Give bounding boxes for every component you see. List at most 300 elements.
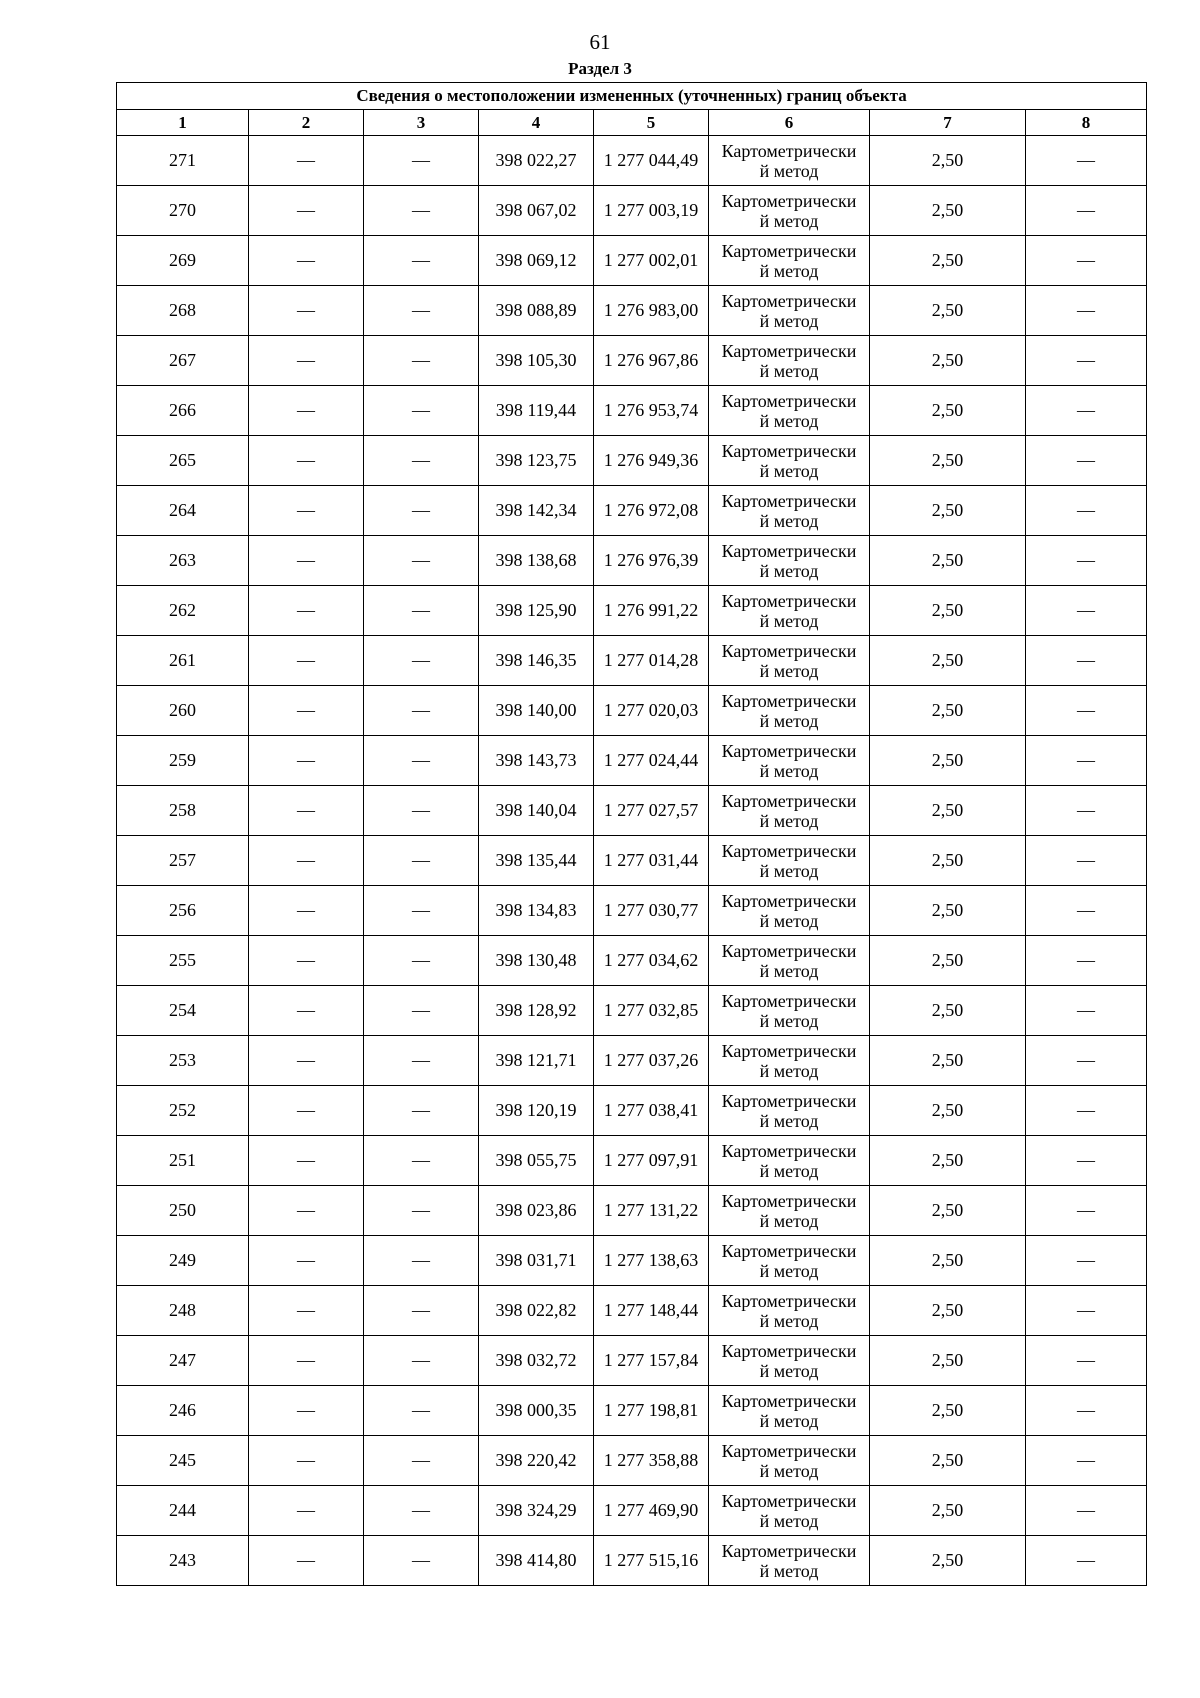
col8-cell: — <box>1026 1036 1147 1086</box>
table-row <box>117 836 1147 886</box>
col3-cell: — <box>364 736 479 786</box>
column-number: 3 <box>364 110 479 136</box>
x-coordinate-cell: 398 140,00 <box>479 686 594 736</box>
method-cell <box>709 1436 870 1486</box>
table-row <box>117 136 1147 186</box>
column-number: 1 <box>117 110 249 136</box>
y-coordinate-cell: 1 277 097,91 <box>594 1136 709 1186</box>
col8-cell: — <box>1026 136 1147 186</box>
method-line2: й метод <box>759 710 819 731</box>
x-coordinate-cell: 398 220,42 <box>479 1436 594 1486</box>
col2-cell: — <box>249 586 364 636</box>
method-cell <box>709 986 870 1036</box>
method-line1: Картометрически <box>721 890 857 911</box>
method-cell <box>709 1386 870 1436</box>
point-number-cell: 248 <box>117 1286 249 1336</box>
y-coordinate-cell: 1 276 991,22 <box>594 586 709 636</box>
col3-cell: — <box>364 436 479 486</box>
col2-cell: — <box>249 486 364 536</box>
method-line2: й метод <box>759 1360 819 1381</box>
x-coordinate-cell: 398 069,12 <box>479 236 594 286</box>
method-line1: Картометрически <box>721 1240 857 1261</box>
col2-cell: — <box>249 786 364 836</box>
column-number: 6 <box>709 110 870 136</box>
col3-cell: — <box>364 1286 479 1336</box>
method-line1: Картометрически <box>721 1040 857 1061</box>
x-coordinate-cell: 398 067,02 <box>479 186 594 236</box>
point-number-cell: 271 <box>117 136 249 186</box>
table-row <box>117 286 1147 336</box>
accuracy-cell: 2,50 <box>870 886 1026 936</box>
accuracy-cell: 2,50 <box>870 786 1026 836</box>
col2-cell: — <box>249 836 364 886</box>
y-coordinate-cell: 1 276 976,39 <box>594 536 709 586</box>
col2-cell: — <box>249 436 364 486</box>
x-coordinate-cell: 398 140,04 <box>479 786 594 836</box>
col3-cell: — <box>364 186 479 236</box>
method-line1: Картометрически <box>721 490 857 511</box>
accuracy-cell: 2,50 <box>870 736 1026 786</box>
y-coordinate-cell: 1 277 044,49 <box>594 136 709 186</box>
x-coordinate-cell: 398 105,30 <box>479 336 594 386</box>
x-coordinate-cell: 398 088,89 <box>479 286 594 336</box>
col3-cell: — <box>364 536 479 586</box>
method-line2: й метод <box>759 410 819 431</box>
col8-cell: — <box>1026 1136 1147 1186</box>
table-row <box>117 1336 1147 1386</box>
point-number-cell: 249 <box>117 1236 249 1286</box>
y-coordinate-cell: 1 276 953,74 <box>594 386 709 436</box>
x-coordinate-cell: 398 022,27 <box>479 136 594 186</box>
method-line1: Картометрически <box>721 540 857 561</box>
method-line2: й метод <box>759 560 819 581</box>
accuracy-cell: 2,50 <box>870 1436 1026 1486</box>
table-row <box>117 1486 1147 1536</box>
col8-cell: — <box>1026 236 1147 286</box>
accuracy-cell: 2,50 <box>870 186 1026 236</box>
method-line1: Картометрически <box>721 790 857 811</box>
col8-cell: — <box>1026 986 1147 1036</box>
x-coordinate-cell: 398 031,71 <box>479 1236 594 1286</box>
method-line1: Картометрически <box>721 840 857 861</box>
col8-cell: — <box>1026 1186 1147 1236</box>
table-row <box>117 586 1147 636</box>
method-line2: й метод <box>759 1160 819 1181</box>
table-body <box>117 136 1147 1586</box>
col3-cell: — <box>364 1086 479 1136</box>
y-coordinate-cell: 1 277 014,28 <box>594 636 709 686</box>
col2-cell: — <box>249 1336 364 1386</box>
boundary-coordinates-table <box>116 82 1147 1586</box>
col2-cell: — <box>249 536 364 586</box>
col3-cell: — <box>364 486 479 536</box>
method-cell <box>709 136 870 186</box>
table-row <box>117 1436 1147 1486</box>
x-coordinate-cell: 398 146,35 <box>479 636 594 686</box>
point-number-cell: 263 <box>117 536 249 586</box>
accuracy-cell: 2,50 <box>870 1486 1026 1536</box>
section-title: Раздел 3 <box>568 59 632 78</box>
y-coordinate-cell: 1 277 131,22 <box>594 1186 709 1236</box>
method-line2: й метод <box>759 1210 819 1231</box>
method-line2: й метод <box>759 510 819 531</box>
col8-cell: — <box>1026 936 1147 986</box>
table-row <box>117 386 1147 436</box>
method-cell <box>709 336 870 386</box>
y-coordinate-cell: 1 277 037,26 <box>594 1036 709 1086</box>
method-line2: й метод <box>759 1460 819 1481</box>
method-cell <box>709 586 870 636</box>
col3-cell: — <box>364 136 479 186</box>
method-line2: й метод <box>759 1260 819 1281</box>
column-number: 7 <box>870 110 1026 136</box>
col2-cell: — <box>249 1536 364 1586</box>
y-coordinate-cell: 1 277 138,63 <box>594 1236 709 1286</box>
table-row <box>117 1186 1147 1236</box>
y-coordinate-cell: 1 276 972,08 <box>594 486 709 536</box>
col2-cell: — <box>249 1386 364 1436</box>
col2-cell: — <box>249 1236 364 1286</box>
method-cell <box>709 1236 870 1286</box>
table-caption: Сведения о местоположении измененных (уточненных) границ объекта <box>117 83 1147 110</box>
col3-cell: — <box>364 1136 479 1186</box>
method-line1: Картометрически <box>721 1190 857 1211</box>
method-line2: й метод <box>759 1510 819 1531</box>
method-cell <box>709 636 870 686</box>
point-number-cell: 267 <box>117 336 249 386</box>
method-cell <box>709 1286 870 1336</box>
col2-cell: — <box>249 736 364 786</box>
x-coordinate-cell: 398 142,34 <box>479 486 594 536</box>
x-coordinate-cell: 398 120,19 <box>479 1086 594 1136</box>
x-coordinate-cell: 398 143,73 <box>479 736 594 786</box>
col8-cell: — <box>1026 1086 1147 1136</box>
method-cell <box>709 236 870 286</box>
col3-cell: — <box>364 936 479 986</box>
y-coordinate-cell: 1 277 031,44 <box>594 836 709 886</box>
point-number-cell: 251 <box>117 1136 249 1186</box>
method-line1: Картометрически <box>721 340 857 361</box>
col3-cell: — <box>364 786 479 836</box>
method-line2: й метод <box>759 160 819 181</box>
method-line1: Картометрически <box>721 140 857 161</box>
method-cell <box>709 1136 870 1186</box>
method-line1: Картометрически <box>721 640 857 661</box>
method-line1: Картометрически <box>721 1440 857 1461</box>
method-line2: й метод <box>759 760 819 781</box>
method-cell <box>709 1486 870 1536</box>
col2-cell: — <box>249 286 364 336</box>
accuracy-cell: 2,50 <box>870 286 1026 336</box>
y-coordinate-cell: 1 277 003,19 <box>594 186 709 236</box>
method-cell <box>709 736 870 786</box>
accuracy-cell: 2,50 <box>870 336 1026 386</box>
point-number-cell: 268 <box>117 286 249 336</box>
method-cell <box>709 1036 870 1086</box>
accuracy-cell: 2,50 <box>870 586 1026 636</box>
table-row <box>117 986 1147 1036</box>
accuracy-cell: 2,50 <box>870 1136 1026 1186</box>
x-coordinate-cell: 398 119,44 <box>479 386 594 436</box>
y-coordinate-cell: 1 277 030,77 <box>594 886 709 936</box>
x-coordinate-cell: 398 123,75 <box>479 436 594 486</box>
col8-cell: — <box>1026 586 1147 636</box>
col8-cell: — <box>1026 436 1147 486</box>
y-coordinate-cell: 1 277 032,85 <box>594 986 709 1036</box>
method-line1: Картометрически <box>721 990 857 1011</box>
method-line2: й метод <box>759 960 819 981</box>
col2-cell: — <box>249 1086 364 1136</box>
x-coordinate-cell: 398 022,82 <box>479 1286 594 1336</box>
method-line1: Картометрически <box>721 1090 857 1111</box>
point-number-cell: 266 <box>117 386 249 436</box>
method-line1: Картометрически <box>721 590 857 611</box>
y-coordinate-cell: 1 277 024,44 <box>594 736 709 786</box>
y-coordinate-cell: 1 277 469,90 <box>594 1486 709 1536</box>
column-number: 8 <box>1026 110 1147 136</box>
method-line1: Картометрически <box>721 290 857 311</box>
col8-cell: — <box>1026 186 1147 236</box>
x-coordinate-cell: 398 128,92 <box>479 986 594 1036</box>
point-number-cell: 244 <box>117 1486 249 1536</box>
col3-cell: — <box>364 686 479 736</box>
method-line1: Картометрически <box>721 940 857 961</box>
col8-cell: — <box>1026 286 1147 336</box>
x-coordinate-cell: 398 023,86 <box>479 1186 594 1236</box>
point-number-cell: 254 <box>117 986 249 1036</box>
method-line2: й метод <box>759 810 819 831</box>
method-line1: Картометрически <box>721 740 857 761</box>
col8-cell: — <box>1026 886 1147 936</box>
y-coordinate-cell: 1 277 034,62 <box>594 936 709 986</box>
method-cell <box>709 386 870 436</box>
method-cell <box>709 286 870 336</box>
table-row <box>117 186 1147 236</box>
col8-cell: — <box>1026 636 1147 686</box>
col2-cell: — <box>249 1036 364 1086</box>
point-number-cell: 256 <box>117 886 249 936</box>
table-row <box>117 436 1147 486</box>
method-line1: Картометрически <box>721 1540 857 1561</box>
col8-cell: — <box>1026 1536 1147 1586</box>
accuracy-cell: 2,50 <box>870 536 1026 586</box>
col2-cell: — <box>249 336 364 386</box>
col8-cell: — <box>1026 786 1147 836</box>
method-cell <box>709 886 870 936</box>
col2-cell: — <box>249 1486 364 1536</box>
point-number-cell: 247 <box>117 1336 249 1386</box>
point-number-cell: 262 <box>117 586 249 636</box>
col3-cell: — <box>364 1486 479 1536</box>
y-coordinate-cell: 1 277 002,01 <box>594 236 709 286</box>
col3-cell: — <box>364 1036 479 1086</box>
point-number-cell: 253 <box>117 1036 249 1086</box>
y-coordinate-cell: 1 277 038,41 <box>594 1086 709 1136</box>
col8-cell: — <box>1026 1436 1147 1486</box>
method-line2: й метод <box>759 860 819 881</box>
point-number-cell: 250 <box>117 1186 249 1236</box>
method-cell <box>709 486 870 536</box>
col3-cell: — <box>364 636 479 686</box>
method-line2: й метод <box>759 360 819 381</box>
col2-cell: — <box>249 886 364 936</box>
col2-cell: — <box>249 686 364 736</box>
method-line2: й метод <box>759 610 819 631</box>
col3-cell: — <box>364 886 479 936</box>
col8-cell: — <box>1026 486 1147 536</box>
table-row <box>117 536 1147 586</box>
point-number-cell: 261 <box>117 636 249 686</box>
point-number-cell: 258 <box>117 786 249 836</box>
y-coordinate-cell: 1 277 358,88 <box>594 1436 709 1486</box>
method-line2: й метод <box>759 1060 819 1081</box>
col8-cell: — <box>1026 336 1147 386</box>
method-cell <box>709 436 870 486</box>
table-row <box>117 1536 1147 1586</box>
x-coordinate-cell: 398 055,75 <box>479 1136 594 1186</box>
method-cell <box>709 186 870 236</box>
method-line2: й метод <box>759 1410 819 1431</box>
col8-cell: — <box>1026 736 1147 786</box>
method-line1: Картометрически <box>721 1140 857 1161</box>
method-line1: Картометрически <box>721 690 857 711</box>
accuracy-cell: 2,50 <box>870 636 1026 686</box>
method-line2: й метод <box>759 1310 819 1331</box>
accuracy-cell: 2,50 <box>870 436 1026 486</box>
method-line1: Картометрически <box>721 1490 857 1511</box>
col3-cell: — <box>364 386 479 436</box>
col2-cell: — <box>249 1186 364 1236</box>
col2-cell: — <box>249 386 364 436</box>
col2-cell: — <box>249 236 364 286</box>
col2-cell: — <box>249 136 364 186</box>
method-line2: й метод <box>759 210 819 231</box>
table-row <box>117 936 1147 986</box>
accuracy-cell: 2,50 <box>870 1086 1026 1136</box>
col3-cell: — <box>364 1436 479 1486</box>
x-coordinate-cell: 398 130,48 <box>479 936 594 986</box>
col8-cell: — <box>1026 536 1147 586</box>
method-line1: Картометрически <box>721 440 857 461</box>
y-coordinate-cell: 1 276 949,36 <box>594 436 709 486</box>
column-number-row <box>117 110 1147 136</box>
method-line1: Картометрически <box>721 1290 857 1311</box>
x-coordinate-cell: 398 134,83 <box>479 886 594 936</box>
col3-cell: — <box>364 586 479 636</box>
col3-cell: — <box>364 836 479 886</box>
method-line1: Картометрически <box>721 190 857 211</box>
x-coordinate-cell: 398 000,35 <box>479 1386 594 1436</box>
table-row <box>117 736 1147 786</box>
col2-cell: — <box>249 1286 364 1336</box>
point-number-cell: 252 <box>117 1086 249 1136</box>
accuracy-cell: 2,50 <box>870 986 1026 1036</box>
table-row <box>117 786 1147 836</box>
accuracy-cell: 2,50 <box>870 486 1026 536</box>
method-line2: й метод <box>759 1560 819 1581</box>
method-cell <box>709 1186 870 1236</box>
col2-cell: — <box>249 636 364 686</box>
col3-cell: — <box>364 1186 479 1236</box>
col8-cell: — <box>1026 1236 1147 1286</box>
accuracy-cell: 2,50 <box>870 1286 1026 1336</box>
accuracy-cell: 2,50 <box>870 136 1026 186</box>
point-number-cell: 269 <box>117 236 249 286</box>
method-line1: Картометрически <box>721 390 857 411</box>
point-number-cell: 255 <box>117 936 249 986</box>
point-number-cell: 257 <box>117 836 249 886</box>
method-line1: Картометрически <box>721 1390 857 1411</box>
y-coordinate-cell: 1 277 515,16 <box>594 1536 709 1586</box>
point-number-cell: 246 <box>117 1386 249 1436</box>
col8-cell: — <box>1026 386 1147 436</box>
col8-cell: — <box>1026 686 1147 736</box>
x-coordinate-cell: 398 324,29 <box>479 1486 594 1536</box>
accuracy-cell: 2,50 <box>870 836 1026 886</box>
col8-cell: — <box>1026 1286 1147 1336</box>
table-row <box>117 686 1147 736</box>
col3-cell: — <box>364 336 479 386</box>
method-cell <box>709 1536 870 1586</box>
col2-cell: — <box>249 986 364 1036</box>
method-line2: й метод <box>759 310 819 331</box>
accuracy-cell: 2,50 <box>870 1536 1026 1586</box>
column-number: 2 <box>249 110 364 136</box>
method-cell <box>709 786 870 836</box>
y-coordinate-cell: 1 276 983,00 <box>594 286 709 336</box>
col8-cell: — <box>1026 1336 1147 1386</box>
method-line2: й метод <box>759 910 819 931</box>
accuracy-cell: 2,50 <box>870 1336 1026 1386</box>
col2-cell: — <box>249 936 364 986</box>
point-number-cell: 265 <box>117 436 249 486</box>
col2-cell: — <box>249 1436 364 1486</box>
col8-cell: — <box>1026 1386 1147 1436</box>
point-number-cell: 270 <box>117 186 249 236</box>
y-coordinate-cell: 1 277 148,44 <box>594 1286 709 1336</box>
col8-cell: — <box>1026 836 1147 886</box>
column-number: 5 <box>594 110 709 136</box>
table-row <box>117 236 1147 286</box>
method-cell <box>709 1336 870 1386</box>
x-coordinate-cell: 398 135,44 <box>479 836 594 886</box>
y-coordinate-cell: 1 277 027,57 <box>594 786 709 836</box>
point-number-cell: 260 <box>117 686 249 736</box>
col3-cell: — <box>364 236 479 286</box>
col3-cell: — <box>364 986 479 1036</box>
x-coordinate-cell: 398 121,71 <box>479 1036 594 1086</box>
y-coordinate-cell: 1 277 198,81 <box>594 1386 709 1436</box>
accuracy-cell: 2,50 <box>870 686 1026 736</box>
method-line2: й метод <box>759 1110 819 1131</box>
point-number-cell: 243 <box>117 1536 249 1586</box>
y-coordinate-cell: 1 276 967,86 <box>594 336 709 386</box>
method-cell <box>709 936 870 986</box>
x-coordinate-cell: 398 032,72 <box>479 1336 594 1386</box>
table-row <box>117 1136 1147 1186</box>
table-row <box>117 486 1147 536</box>
accuracy-cell: 2,50 <box>870 1236 1026 1286</box>
method-cell <box>709 1086 870 1136</box>
accuracy-cell: 2,50 <box>870 936 1026 986</box>
accuracy-cell: 2,50 <box>870 1386 1026 1436</box>
point-number-cell: 264 <box>117 486 249 536</box>
method-line2: й метод <box>759 1010 819 1031</box>
accuracy-cell: 2,50 <box>870 236 1026 286</box>
table-row <box>117 1086 1147 1136</box>
col8-cell: — <box>1026 1486 1147 1536</box>
accuracy-cell: 2,50 <box>870 1186 1026 1236</box>
